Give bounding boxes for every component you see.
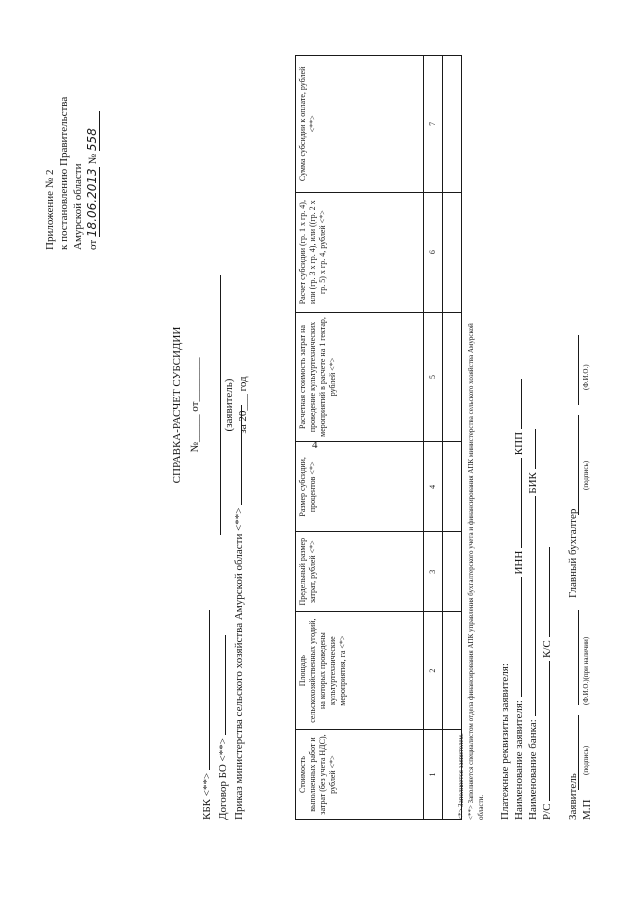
column-number: 5 (424, 312, 443, 442)
footnote-3: области. (477, 794, 485, 820)
applicant-name-line (512, 379, 526, 820)
header-cell: Размер субсидии, процентов <*> (296, 442, 424, 532)
column-number: 6 (424, 192, 443, 312)
order-label: Приказ министерства сельского хозяйства Амурской области <**> (233, 507, 245, 820)
form-title: СПРАВКА-РАСЧЕТ СУБСИДИИ (171, 326, 183, 484)
number-value: 558 (85, 111, 100, 151)
requisites-title: Платежные реквизиты заявителя: (499, 663, 511, 820)
date-prefix: от (87, 239, 99, 250)
accountant-signature-line (578, 415, 579, 515)
table-cell (443, 312, 462, 442)
inn-blank (521, 458, 522, 548)
contract-blank (225, 635, 226, 735)
table-cell (443, 532, 462, 612)
account-line (540, 548, 554, 821)
signature-caption-2: (подпись) (582, 460, 590, 490)
table-header-row (296, 56, 424, 820)
appendix-date-line (85, 111, 100, 250)
stamp-label: М.П (581, 799, 593, 820)
number-prefix: № (87, 153, 99, 165)
signature-caption: (подпись) (582, 745, 590, 775)
order-blank (241, 405, 242, 505)
footnote-1: <*> Заполняется заявителем. (457, 733, 465, 820)
column-number-row (424, 56, 443, 820)
appendix-line2: к постановлению Правительства (58, 96, 70, 250)
table-cell (443, 56, 462, 193)
date-value: 18.06.2013 (85, 168, 99, 238)
number-date-line: №_____ от________ (189, 357, 201, 453)
page-number: 4 (312, 439, 318, 451)
kpp-label: КПП (513, 431, 525, 456)
bik-blank (535, 429, 536, 469)
contract-label: Договор БО <**> (217, 738, 229, 820)
column-number: 4 (424, 442, 443, 532)
applicant-line (220, 275, 221, 535)
column-number: 7 (424, 56, 443, 193)
table-cell (443, 442, 462, 532)
rs-label: Р/С (541, 803, 553, 820)
footnote-2: <**> Заполняется специалистом отдела финансирования АПК управления бухгалтерского учета и финансирования АПК министерства сельского хозяйства Амурской (467, 323, 475, 820)
table-cell (443, 192, 462, 312)
applicant-name-label: Наименование заявителя: (513, 700, 525, 820)
ks-label: К/С (541, 640, 553, 658)
year-line: за 20___ год (237, 376, 249, 434)
kpp-blank (521, 379, 522, 429)
bank-name-line (526, 429, 540, 820)
fio-caption: (Ф.И.О.)(при наличии) (582, 636, 590, 705)
order-line (232, 405, 246, 820)
column-number: 2 (424, 612, 443, 730)
kbk-blank (209, 610, 210, 770)
column-number: 1 (424, 730, 443, 820)
table-empty-row (443, 56, 462, 820)
appendix-line3: Амурской области (72, 163, 84, 250)
contract-line (216, 635, 230, 820)
column-number: 3 (424, 532, 443, 612)
inn-label: ИНН (513, 550, 525, 575)
applicant-signature-line (578, 715, 579, 790)
rs-blank (549, 661, 550, 801)
applicant-caption: (заявитель) (223, 378, 235, 432)
bik-label: БИК (527, 472, 539, 494)
accountant-fio-line (578, 335, 579, 405)
kbk-label: КБК <**> (201, 772, 213, 820)
appendix-line1: Приложение № 2 (44, 169, 56, 250)
applicant-name-blank (521, 577, 522, 697)
kbk-line (200, 610, 214, 820)
bank-name-label: Наименование банка: (527, 719, 539, 820)
bank-name-blank (535, 496, 536, 716)
header-cell: Площадь сельскохозяйственных угодий, на которых проведены культуртехнические мероприятия, га <*> (296, 612, 424, 730)
applicant-fio-line (578, 610, 579, 705)
header-cell: Расчет субсидии (гр. 1 x гр. 4), или (гр. 3 x гр. 4), или ((гр. 2 x гр. 5) x гр. 4, рублей <*> (296, 192, 424, 312)
table-cell (443, 612, 462, 730)
header-cell: Сумма субсидии к оплате, рублей <**> (296, 56, 424, 193)
subsidy-table (295, 55, 462, 820)
header-cell: Стоимость выполненных работ и затрат (без учета НДС), рублей <*> (296, 730, 424, 820)
applicant-signature-label: Заявитель (567, 773, 579, 820)
fio-caption-2: (Ф.И.О.) (582, 364, 590, 390)
header-cell: Расчетная стоимость затрат на проведение культуртехнических мероприятий в расчете на 1 гектар, рублей <*> (296, 312, 424, 442)
header-cell: Предельный размер затрат, рублей <*> (296, 532, 424, 612)
ks-blank (549, 548, 550, 638)
chief-accountant-label: Главный бухгалтер (567, 508, 579, 598)
rotated-sheet (20, 40, 620, 860)
